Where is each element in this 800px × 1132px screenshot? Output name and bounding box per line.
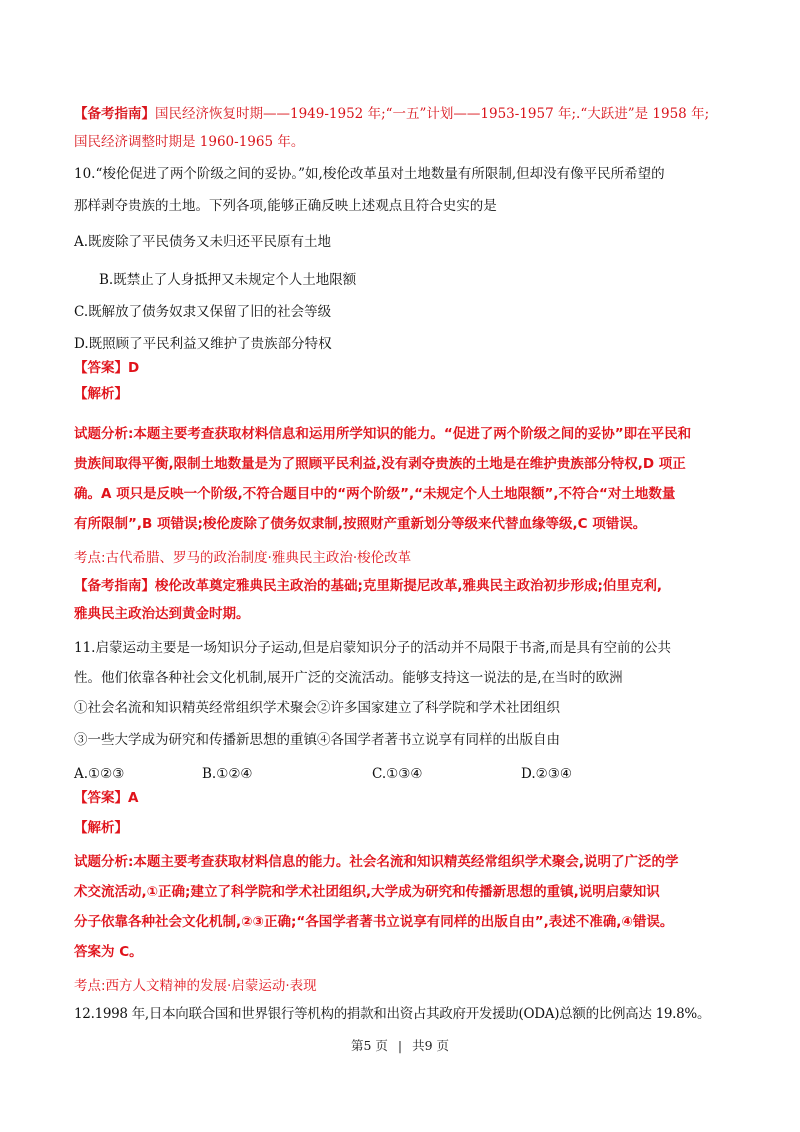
guide-line (74, 576, 662, 596)
guide-text: 国民经济恢复时期——1949-1952 年;“一五”计划——1953-1957 年;.“大跃进”是 1958 年; (155, 106, 710, 122)
analysis-line: 分子依靠各种社会文化机制,②③正确;“各国学者著书立说享有同样的出版自由”,表述不准确,④错误。 (74, 914, 674, 930)
analysis-line: 答案为 C。 (74, 944, 143, 960)
answer-label: 【答案】 (74, 790, 128, 806)
page-footer (0, 1036, 800, 1054)
kaodian: 考点:古代希腊、罗马的政治制度·雅典民主政治·梭伦改革 (74, 550, 412, 566)
analysis-line: 试题分析:本题主要考查获取材料信息的能力。社会名流和知识精英经常组织学术聚会,说明了广泛的学 (74, 854, 679, 870)
answer-value: A (128, 790, 139, 806)
answer-value: D (128, 360, 140, 376)
page-total: 共9 页 (412, 1038, 450, 1053)
guide-line: 雅典民主政治达到黄金时期。 (74, 606, 250, 622)
option-d: D.②③④ (521, 766, 572, 782)
option-a: A.既废除了平民债务又未归还平民原有土地 (74, 234, 332, 250)
option-a: A.①②③ (74, 766, 125, 782)
analysis-label: 【解析】 (74, 820, 128, 836)
option-b: B.①②④ (202, 766, 253, 782)
footer-separator: | (397, 1038, 403, 1053)
guide-line (74, 104, 709, 124)
question-stem: 那样剥夺贵族的土地。下列各项,能够正确反映上述观点且符合史实的是 (74, 198, 497, 214)
question-stem: 12.1998 年,日本向联合国和世界银行等机构的捐款和出资占其政府开发援助(ODA)总额的比例高达 19.8%。 (74, 1006, 711, 1022)
answer-label: 【答案】 (74, 360, 128, 376)
guide-label: 【备考指南】 (74, 578, 155, 594)
question-stem: 性。他们依靠各种社会文化机制,展开广泛的交流活动。能够支持这一说法的是,在当时的欧洲 (74, 670, 623, 686)
answer-line (74, 358, 139, 378)
option-d: D.既照顾了平民利益又维护了贵族部分特权 (74, 336, 332, 352)
guide-label: 【备考指南】 (74, 106, 155, 122)
analysis-line: 贵族间取得平衡,限制土地数量是为了照顾平民利益,没有剥夺贵族的土地是在维护贵族部分特权,D 项正 (74, 456, 686, 472)
question-item: ③一些大学成为研究和传播新思想的重镇④各国学者著书立说享有同样的出版自由 (74, 732, 560, 748)
option-b: B.既禁止了人身抵押又未规定个人土地限额 (99, 272, 357, 288)
analysis-label: 【解析】 (74, 386, 128, 402)
analysis-line: 确。A 项只是反映一个阶级,不符合题目中的“两个阶级”,“未规定个人土地限额”,不符合“对土地数量 (74, 486, 676, 502)
guide-line (74, 132, 304, 152)
analysis-line: 术交流活动,①正确;建立了科学院和学术社团组织,大学成为研究和传播新思想的重镇,说明启蒙知识 (74, 884, 660, 900)
analysis-line: 试题分析:本题主要考查获取材料信息和运用所学知识的能力。“促进了两个阶级之间的妥协”即在平民和 (74, 426, 692, 442)
guide-text: 国民经济调整时期是 1960-1965 年。 (74, 134, 305, 150)
question-stem: 10.“梭伦促进了两个阶级之间的妥协。”如,梭伦改革虽对土地数量有所限制,但却没有像平民所希望的 (74, 166, 665, 182)
kaodian: 考点:西方人文精神的发展·启蒙运动·表现 (74, 978, 317, 994)
option-c: C.既解放了债务奴隶又保留了旧的社会等级 (74, 304, 332, 320)
guide-text: 梭伦改革奠定雅典民主政治的基础;克里斯提尼改革,雅典民主政治初步形成;伯里克利, (155, 578, 663, 594)
question-item: ①社会名流和知识精英经常组织学术聚会②许多国家建立了科学院和学术社团组织 (74, 700, 560, 716)
page-number: 第5 页 (350, 1038, 388, 1053)
answer-line (74, 788, 138, 808)
question-stem: 11.启蒙运动主要是一场知识分子运动,但是启蒙知识分子的活动并不局限于书斋,而是具有空前的公共 (74, 640, 672, 656)
analysis-line: 有所限制”,B 项错误;梭伦废除了债务奴隶制,按照财产重新划分等级来代替血缘等级,C 项错误。 (74, 516, 647, 532)
option-c: C.①③④ (372, 766, 423, 782)
